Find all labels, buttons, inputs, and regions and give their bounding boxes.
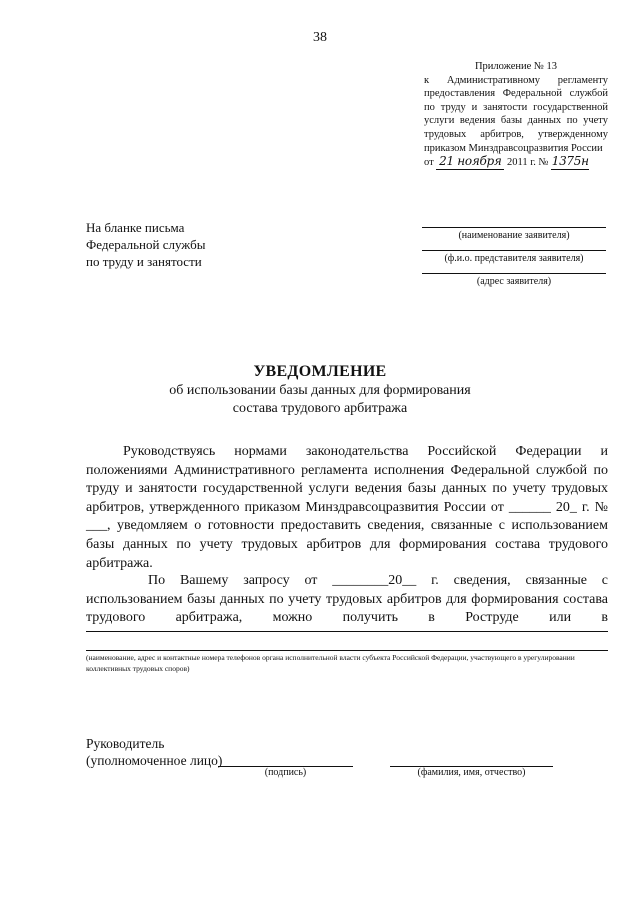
handwritten-date: 21 ноября xyxy=(436,155,504,170)
appendix-title: Приложение № 13 xyxy=(474,61,558,72)
letterhead-line: Федеральной службы xyxy=(86,237,206,252)
applicant-name-caption: (наименование заявителя) xyxy=(422,227,606,241)
date-prefix: от xyxy=(424,157,434,169)
page-number: 38 xyxy=(313,30,327,45)
notice-subtitle-line: об использовании базы данных для формирования xyxy=(169,383,471,398)
appendix-body: к Административному регламенту предоставления Федеральной службой по труду и занятости государственной услуги ведения базы данных по учету трудовых арбитров, утвержденному приказом Минздравсоцразвития России xyxy=(424,74,608,154)
fill-line xyxy=(86,650,608,651)
applicant-address-caption: (адрес заявителя) xyxy=(422,273,606,287)
signature-field xyxy=(218,766,353,778)
footnote-caption: (наименование, адрес и контактные номера телефонов органа исполнительной власти субъекта Российской Федерации, участвующего в урегулировании коллективных трудовых споров) xyxy=(86,653,575,673)
letterhead-line: На бланке письма xyxy=(86,220,185,235)
handwritten-number: 1375н xyxy=(551,154,589,169)
notice-subtitle xyxy=(0,382,640,418)
applicant-address-field xyxy=(422,273,606,287)
letterhead-note xyxy=(86,219,286,270)
full-name-field xyxy=(390,766,553,778)
appendix-approval-line xyxy=(424,155,608,170)
signature-authorized-label: (уполномоченное лицо) xyxy=(86,753,223,768)
applicant-representative-caption: (ф.и.о. представителя заявителя) xyxy=(422,250,606,264)
paragraph-2: По Вашему запросу от ________20__ г. сведения, связанные с использованием базы данных по учету трудовых арбитров для формирования состава трудового арбитража, можно получить в Роструде или в xyxy=(86,573,608,626)
signature-caption: (подпись) xyxy=(264,767,307,778)
year-number-label: 2011 г. № xyxy=(506,157,549,169)
notice-subtitle-line: состава трудового арбитража xyxy=(232,401,408,416)
notice-title: УВЕДОМЛЕНИЕ xyxy=(253,363,387,380)
appendix-header xyxy=(424,60,608,170)
applicant-representative-field xyxy=(422,250,606,264)
signature-head-label: Руководитель xyxy=(86,736,165,751)
applicant-name-field xyxy=(422,227,606,241)
letterhead-line: по труду и занятости xyxy=(86,254,202,269)
paragraph-1: Руководствуясь нормами законодательства Российской Федерации и положениями Административного регламента исполнения Федеральной службой по труду и занятости государственной услуги ведения базы данных по учету трудовых арбитров, утвержденного приказом Минздравсоцразвития России от ______ 20_ г. № ___, уведомляем о готовности предоставить сведения, связанные с использованием базы данных по учету трудовых арбитров для формирования состава трудового арбитража. xyxy=(86,444,608,571)
full-name-caption: (фамилия, имя, отчество) xyxy=(417,767,526,778)
fill-line xyxy=(86,631,608,632)
